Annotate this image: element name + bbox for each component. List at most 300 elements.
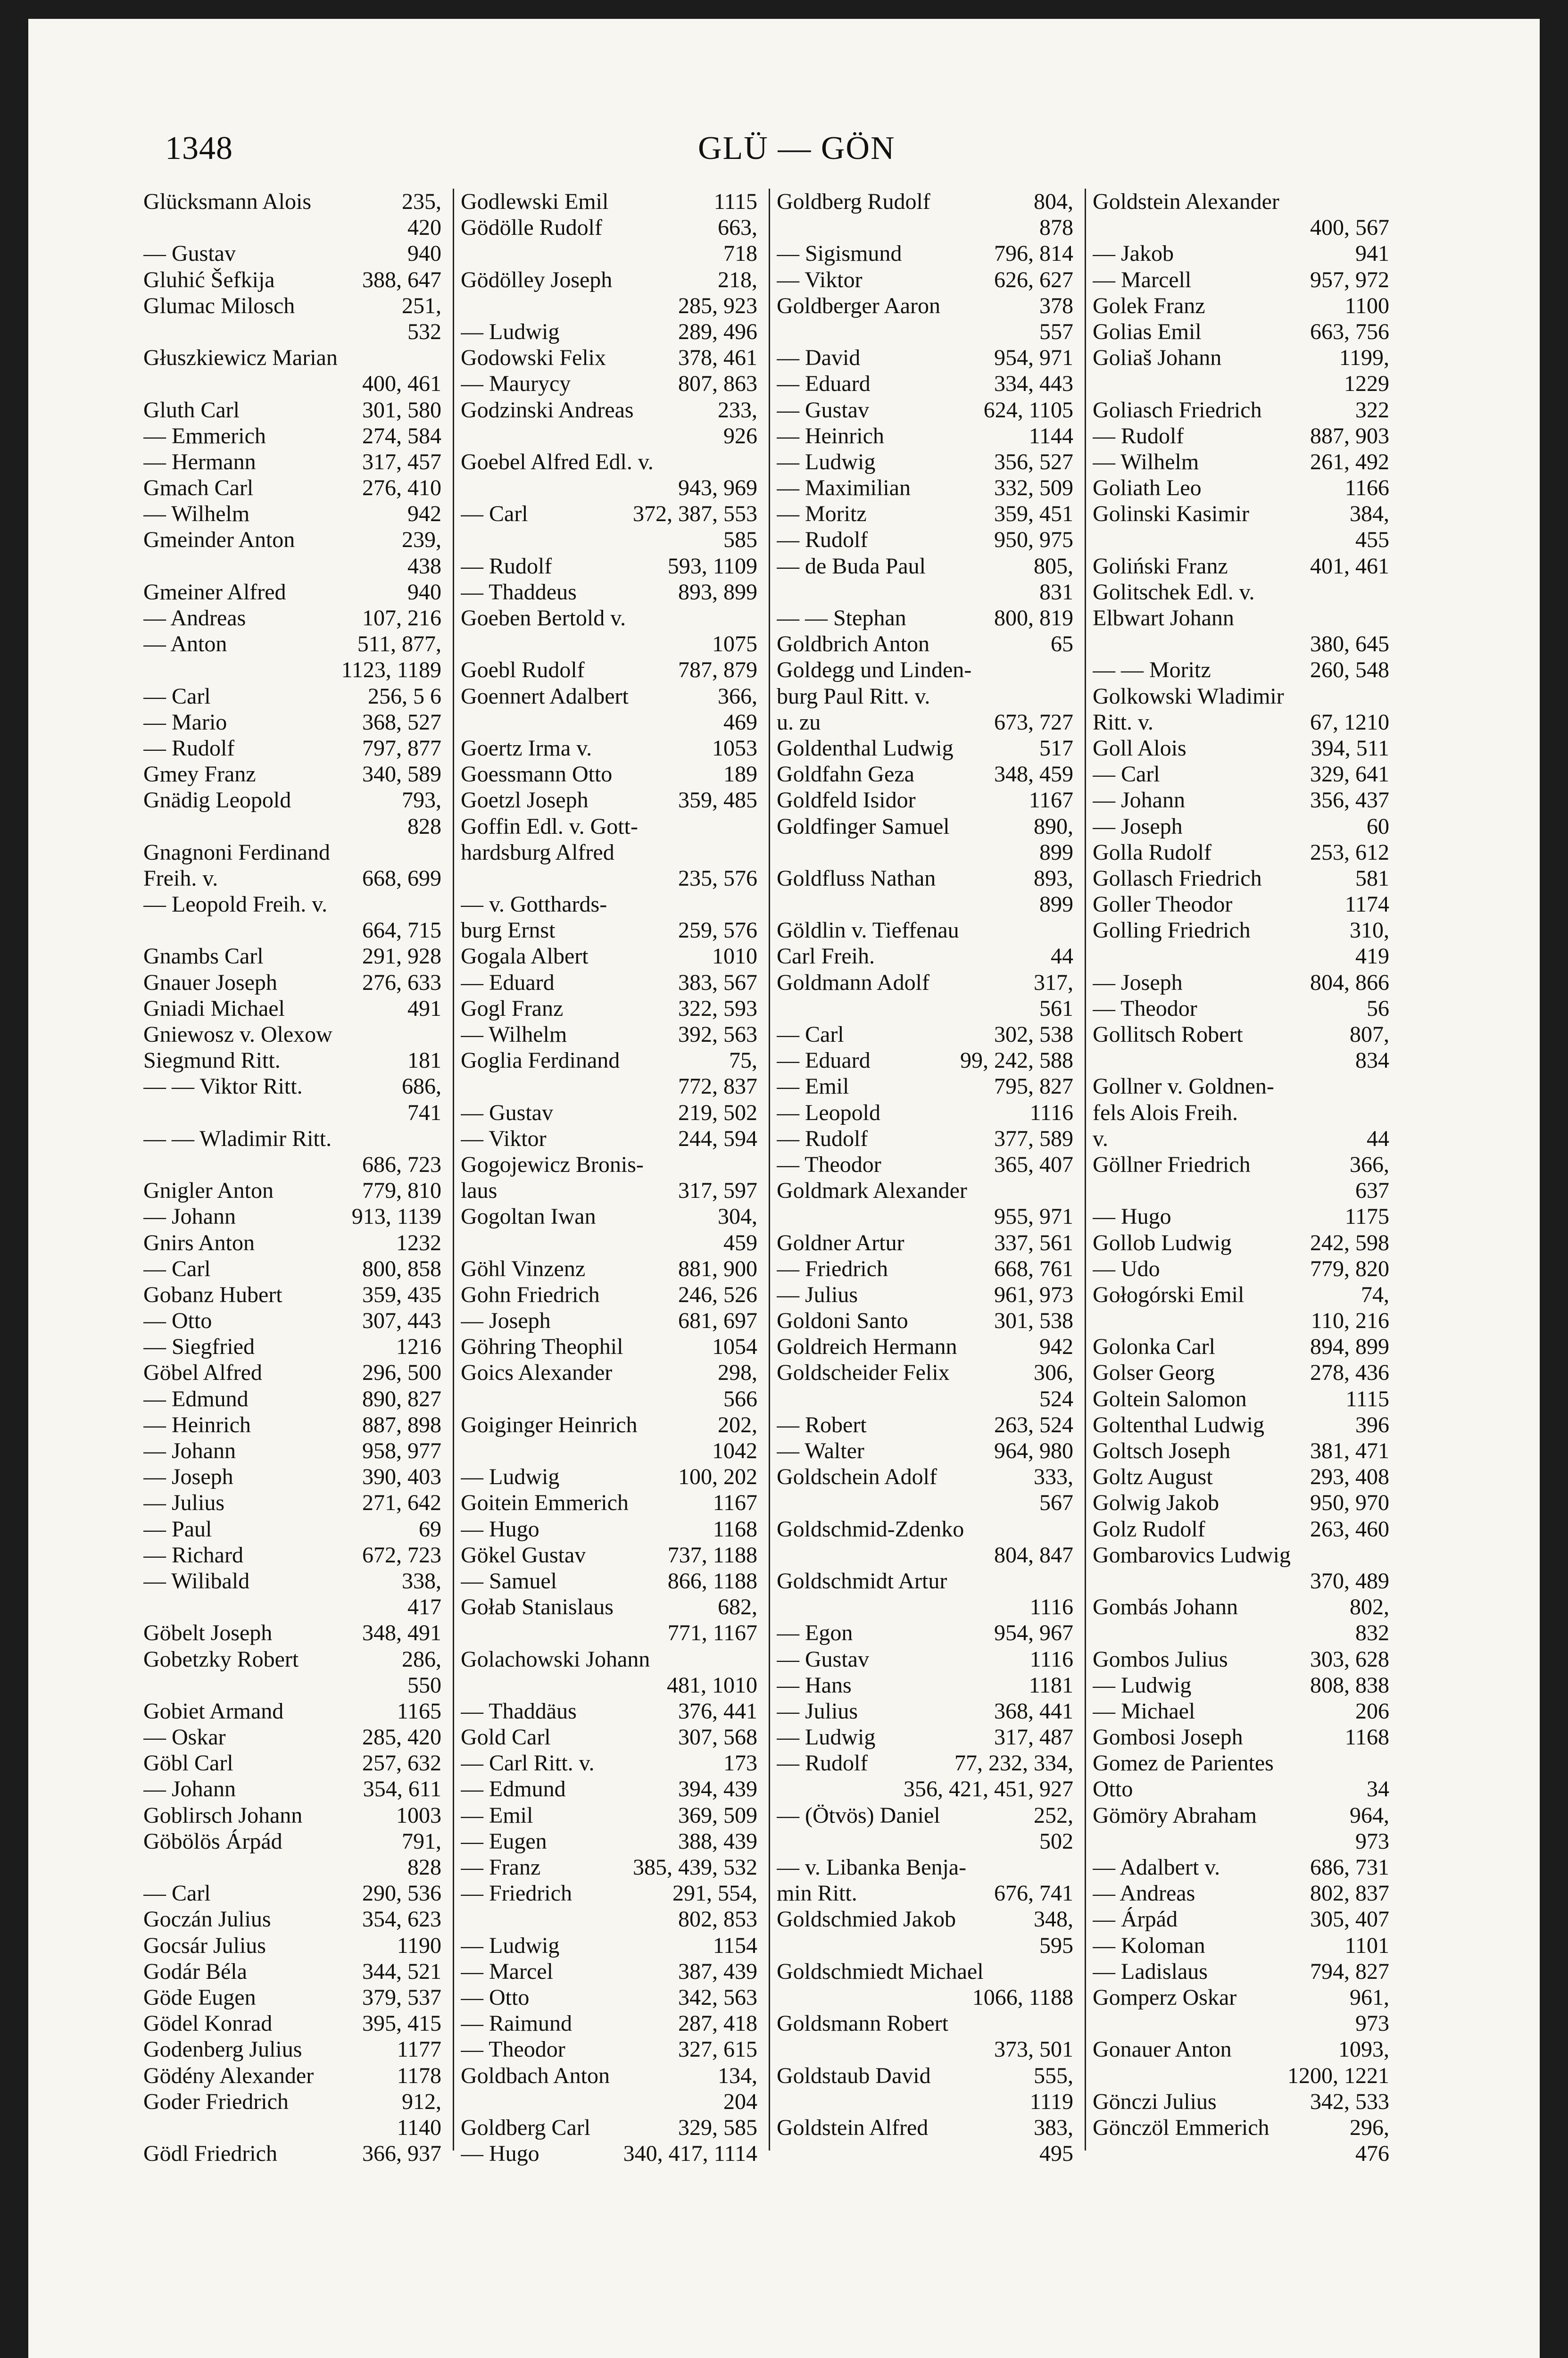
index-entry	[1093, 1334, 1389, 1360]
index-entry	[777, 553, 1073, 579]
entry-page-refs: 881, 900	[678, 1256, 757, 1281]
index-entry	[777, 814, 1073, 839]
entry-page-refs: 366,	[718, 683, 757, 709]
entry-name: Gogoltan Iwan	[461, 1204, 596, 1229]
entry-name: Gombás Johann	[1093, 1594, 1238, 1620]
entry-page-refs: 682,	[718, 1594, 757, 1620]
entry-page-refs: 1053	[712, 735, 757, 761]
index-entry	[143, 1126, 441, 1152]
entry-name: — Sigismund	[777, 241, 902, 266]
entry-name: — Paul	[143, 1516, 212, 1542]
entry-name: — Julius	[777, 1282, 858, 1307]
entry-page-refs: 673, 727	[994, 709, 1073, 735]
index-entry	[143, 1256, 441, 1282]
index-entry	[777, 943, 1073, 969]
entry-name: Goldschmid-Zdenko	[777, 1516, 964, 1542]
entry-page-refs: 202,	[718, 1412, 757, 1437]
entry-name: — Heinrich	[143, 1412, 251, 1437]
index-entry-continuation	[777, 1542, 1073, 1568]
entry-page-refs: 392, 563	[678, 1022, 757, 1047]
entry-page-refs: 1167	[713, 1490, 757, 1516]
entry-name: — Michael	[1093, 1698, 1195, 1724]
entry-page-refs: 832	[1355, 1620, 1389, 1646]
entry-page-refs: 912,	[402, 2089, 441, 2114]
index-entry	[777, 2010, 1073, 2036]
entry-page-refs	[753, 814, 757, 839]
entry-name: Goldenthal Ludwig	[777, 735, 954, 761]
index-entry-continuation	[1093, 1828, 1389, 1854]
index-entry	[1093, 1724, 1389, 1750]
entry-name: — Andreas	[143, 606, 246, 631]
entry-page-refs	[1069, 2010, 1073, 2036]
entry-name: Gödölle Rudolf	[461, 215, 602, 241]
index-entry	[143, 865, 441, 891]
entry-page-refs	[1069, 1516, 1073, 1542]
entry-page-refs: 359, 485	[678, 788, 757, 813]
index-entry	[1093, 839, 1389, 865]
entry-name: Goebl Rudolf	[461, 657, 585, 683]
index-entry	[461, 1802, 757, 1828]
index-entry	[461, 1594, 757, 1620]
entry-page-refs: 663, 756	[1310, 319, 1389, 344]
entry-page-refs: 943, 969	[678, 475, 757, 501]
index-entry	[143, 1178, 441, 1204]
entry-name: Golachowski Johann	[461, 1646, 650, 1672]
index-entry	[777, 449, 1073, 475]
index-column-2	[453, 189, 764, 2167]
entry-page-refs: 296, 500	[362, 1360, 441, 1386]
entry-name: — Robert	[777, 1412, 867, 1437]
entry-name: Goldschmiedt Michael	[777, 1959, 984, 1984]
entry-name: Gombos Julius	[1093, 1646, 1228, 1672]
entry-page-refs: 802, 837	[1310, 1881, 1389, 1906]
index-entry	[143, 1334, 441, 1360]
index-entry	[461, 2010, 757, 2036]
index-entry	[1093, 1594, 1389, 1620]
index-entry-continuation	[777, 579, 1073, 605]
entry-page-refs: 338,	[402, 1568, 441, 1594]
entry-page-refs: 388, 647	[362, 267, 441, 292]
index-entry-continuation	[143, 215, 441, 241]
entry-page-refs: 1115	[713, 189, 757, 214]
entry-page-refs: 779, 810	[362, 1178, 441, 1204]
entry-page-refs: 1042	[712, 1438, 757, 1463]
entry-page-refs: 797, 877	[362, 735, 441, 761]
entry-name: Goblirsch Johann	[143, 1802, 303, 1828]
entry-page-refs: 285, 420	[362, 1725, 441, 1750]
entry-page-refs: 808, 838	[1310, 1672, 1389, 1698]
entry-page-refs: 807, 863	[678, 371, 757, 397]
entry-page-refs: 401, 461	[1310, 553, 1389, 579]
entry-name: — Maximilian	[777, 475, 911, 501]
entry-name: — Thaddeus	[461, 579, 577, 605]
index-entry-continuation	[461, 709, 757, 735]
entry-name: burg Paul Ritt. v.	[777, 683, 930, 709]
entry-page-refs: 74,	[1361, 1282, 1389, 1307]
index-entry	[143, 1568, 441, 1594]
entry-page-refs: 1116	[1029, 1100, 1073, 1125]
entry-page-refs: 532	[407, 319, 441, 344]
entry-name: Gniewosz v. Olexow	[143, 1022, 332, 1047]
index-entry	[143, 1490, 441, 1516]
index-entry-continuation	[1093, 527, 1389, 553]
entry-page-refs: 502	[1039, 1828, 1073, 1854]
index-entry	[777, 1230, 1073, 1256]
entry-page-refs: 831	[1039, 579, 1073, 605]
index-entry	[143, 241, 441, 266]
entry-name: — Hans	[777, 1672, 852, 1698]
index-entry	[143, 1828, 441, 1854]
index-entry	[777, 1126, 1073, 1152]
index-entry	[777, 787, 1073, 813]
entry-page-refs: 285, 923	[678, 293, 757, 318]
entry-page-refs	[1069, 683, 1073, 709]
entry-page-refs: 459	[723, 1230, 757, 1255]
index-entry	[461, 735, 757, 761]
entry-page-refs: 291, 928	[362, 944, 441, 969]
entry-name: — Hugo	[461, 2141, 539, 2167]
index-entry	[143, 735, 441, 761]
entry-name: Goldberg Carl	[461, 2115, 591, 2140]
index-entry	[461, 1724, 757, 1750]
index-entry	[461, 1256, 757, 1282]
entry-page-refs: 372, 387, 553	[633, 501, 757, 527]
index-entry-continuation	[777, 215, 1073, 241]
entry-page-refs	[1385, 579, 1389, 605]
entry-page-refs: 302, 538	[994, 1022, 1073, 1047]
entry-page-refs: 394, 439	[678, 1777, 757, 1802]
index-entry	[143, 2089, 441, 2115]
entry-page-refs: 383, 567	[678, 970, 757, 995]
entry-page-refs: 290, 536	[362, 1881, 441, 1906]
entry-page-refs: 379, 537	[362, 1984, 441, 2010]
index-entry	[461, 1126, 757, 1152]
entry-name: — Rudolf	[1093, 423, 1184, 448]
entry-name: Gogala Albert	[461, 944, 589, 969]
entry-page-refs: 950, 975	[994, 527, 1073, 553]
entry-page-refs: 964,	[1350, 1802, 1389, 1828]
entry-name: Göbölös Árpád	[143, 1828, 282, 1854]
entry-page-refs: 301, 538	[994, 1308, 1073, 1334]
index-entry-continuation	[143, 1152, 441, 1178]
entry-name: — Mario	[143, 709, 227, 735]
index-entry	[1093, 1256, 1389, 1282]
entry-page-refs: 329, 641	[1310, 762, 1389, 787]
entry-page-refs: 276, 410	[362, 475, 441, 501]
index-entry	[143, 1620, 441, 1646]
index-entry-continuation	[461, 1620, 757, 1646]
entry-page-refs: 1115	[1345, 1386, 1389, 1411]
entry-name: — Viktor	[777, 267, 863, 292]
entry-name: — Carl	[461, 501, 528, 527]
entry-page-refs: 365, 407	[994, 1152, 1073, 1177]
entry-name: — Wilhelm	[143, 501, 250, 527]
entry-page-refs: 941	[1355, 241, 1389, 266]
index-entry	[1093, 1386, 1389, 1412]
index-entry	[1093, 2115, 1389, 2141]
index-entry	[1093, 1204, 1389, 1229]
entry-name: — Viktor	[461, 1126, 547, 1151]
entry-name: Goltsch Joseph	[1093, 1438, 1230, 1463]
entry-name: — Theodor	[777, 1152, 881, 1177]
entry-name: Goldmann Adolf	[777, 970, 929, 995]
entry-name: — Joseph	[461, 1308, 551, 1334]
entry-page-refs: 356, 421, 451, 927	[904, 1777, 1073, 1802]
entry-page-refs: 491	[407, 996, 441, 1021]
entry-page-refs: 253, 612	[1310, 839, 1389, 865]
index-entry-continuation	[777, 1386, 1073, 1412]
entry-name: Göbl Carl	[143, 1751, 233, 1776]
entry-name: Goetzl Joseph	[461, 788, 589, 813]
entry-name: — Rudolf	[777, 1751, 868, 1776]
entry-page-refs: 44	[1367, 1126, 1389, 1151]
entry-name: Gobanz Hubert	[143, 1282, 282, 1307]
entry-name: Gmey Franz	[143, 762, 256, 787]
entry-name: Gökel Gustav	[461, 1542, 586, 1568]
index-entry	[777, 1308, 1073, 1334]
entry-name: Gogl Franz	[461, 996, 564, 1021]
index-entry	[1093, 1516, 1389, 1542]
entry-page-refs: 1199,	[1339, 345, 1389, 371]
index-entry	[461, 1308, 757, 1334]
index-entry-continuation	[1093, 2010, 1389, 2036]
entry-page-refs: 307, 568	[678, 1725, 757, 1750]
entry-name: Golias Emil	[1093, 319, 1202, 344]
entry-name: Goitein Emmerich	[461, 1490, 629, 1516]
index-entry	[143, 1073, 441, 1099]
entry-page-refs: 278, 436	[1310, 1360, 1389, 1386]
entry-page-refs: 244, 594	[678, 1126, 757, 1151]
index-entry	[777, 1724, 1073, 1750]
entry-page-refs: 359, 435	[362, 1282, 441, 1307]
index-entry	[461, 1021, 757, 1047]
index-entry	[461, 891, 757, 917]
index-entry	[1093, 1802, 1389, 1828]
entry-name: — Gustav	[143, 241, 236, 266]
index-entry	[461, 814, 757, 839]
entry-page-refs: 585	[723, 527, 757, 553]
entry-name: Goldner Artur	[777, 1230, 904, 1255]
entry-page-refs: 239,	[402, 527, 441, 553]
entry-name: Głuszkiewicz Marian	[143, 345, 338, 371]
index-entry	[461, 449, 757, 475]
index-column-4	[1085, 189, 1396, 2167]
entry-page-refs: 828	[407, 1855, 441, 1880]
entry-page-refs	[437, 839, 441, 865]
entry-name: Gnagnoni Ferdinand	[143, 839, 330, 865]
entry-name: — Heinrich	[777, 423, 884, 448]
entry-page-refs: 235, 576	[678, 865, 757, 891]
entry-name: — Carl	[143, 683, 211, 709]
entry-page-refs: 327, 615	[678, 2037, 757, 2062]
entry-page-refs	[753, 449, 757, 475]
entry-name: v.	[1093, 1126, 1108, 1151]
index-entry	[777, 865, 1073, 891]
index-column-1	[137, 189, 448, 2167]
entry-page-refs: 378	[1039, 293, 1073, 318]
entry-page-refs: 342, 563	[678, 1984, 757, 2010]
entry-name: Goldmark Alexander	[777, 1178, 967, 1204]
entry-name: — Egon	[777, 1620, 853, 1646]
entry-page-refs: 332, 509	[994, 475, 1073, 501]
entry-page-refs: 305, 407	[1310, 1907, 1389, 1932]
entry-name: — (Ötvös) Daniel	[777, 1802, 940, 1828]
entry-name: Gonauer Anton	[1093, 2037, 1232, 2062]
entry-page-refs: 56	[1367, 996, 1389, 1021]
entry-name: — — Stephan	[777, 606, 906, 631]
entry-name: min Ritt.	[777, 1881, 857, 1906]
entry-name: Gollner v. Goldnen-	[1093, 1074, 1274, 1099]
index-entry	[1093, 1152, 1389, 1178]
entry-name: — Moritz	[777, 501, 867, 527]
index-entry	[1093, 1100, 1389, 1126]
index-entry	[777, 1516, 1073, 1542]
entry-page-refs: 317, 597	[678, 1178, 757, 1204]
entry-name: — Richard	[143, 1542, 243, 1568]
entry-page-refs: 261, 492	[1310, 449, 1389, 474]
entry-name: Goldschmied Jakob	[777, 1907, 956, 1932]
entry-page-refs: 1216	[396, 1334, 441, 1360]
entry-name: Gluhić Šefkija	[143, 267, 275, 292]
index-entry	[143, 1282, 441, 1308]
index-entry-continuation	[1093, 215, 1389, 241]
entry-page-refs: 420	[407, 215, 441, 241]
index-entry	[143, 943, 441, 969]
entry-page-refs: 370, 489	[1310, 1568, 1389, 1594]
index-entry-continuation	[1093, 943, 1389, 969]
entry-page-refs: 511, 877,	[357, 631, 441, 657]
index-entry-continuation	[461, 865, 757, 891]
entry-page-refs: 961,	[1350, 1984, 1389, 2010]
entry-page-refs: 1165	[397, 1698, 441, 1724]
index-entry	[777, 2063, 1073, 2089]
index-entry	[1093, 293, 1389, 319]
entry-page-refs: 263, 524	[994, 1412, 1073, 1437]
entry-page-refs: 795, 827	[994, 1074, 1073, 1099]
index-entry	[1093, 761, 1389, 787]
entry-page-refs: 317,	[1034, 970, 1073, 995]
index-entry	[143, 1021, 441, 1047]
index-entry	[1093, 241, 1389, 266]
entry-name: — Otto	[461, 1984, 530, 2010]
entry-page-refs: 387, 439	[678, 1959, 757, 1984]
entry-page-refs: 293, 408	[1310, 1464, 1389, 1490]
entry-page-refs: 317, 457	[362, 449, 441, 474]
entry-page-refs: 303, 628	[1310, 1646, 1389, 1672]
entry-page-refs: 668, 761	[994, 1256, 1073, 1281]
index-entry	[143, 631, 441, 657]
entry-name: — Eugen	[461, 1828, 547, 1854]
entry-name: Goldschein Adolf	[777, 1464, 937, 1490]
index-entry	[777, 1672, 1073, 1698]
index-entry	[461, 943, 757, 969]
index-entry	[1093, 1126, 1389, 1152]
entry-name: Göde Eugen	[143, 1984, 256, 2010]
entry-page-refs: 390, 403	[362, 1464, 441, 1490]
index-entry	[143, 891, 441, 917]
index-entry-continuation	[777, 1490, 1073, 1516]
entry-name: Godowski Felix	[461, 345, 606, 371]
entry-name: — Julius	[143, 1490, 225, 1516]
entry-page-refs: 334, 443	[994, 371, 1073, 397]
entry-name: Glumac Milosch	[143, 293, 295, 318]
entry-page-refs: 69	[419, 1516, 441, 1542]
entry-name: — Carl	[143, 1881, 211, 1906]
entry-page-refs: 800, 819	[994, 606, 1073, 631]
index-entry-continuation	[143, 371, 441, 397]
index-entry	[777, 683, 1073, 709]
entry-page-refs: 940	[407, 579, 441, 605]
entry-name: Göhl Vinzenz	[461, 1256, 586, 1281]
index-entry	[777, 267, 1073, 293]
index-entry	[777, 397, 1073, 423]
entry-page-refs: 913, 1139	[351, 1204, 441, 1229]
entry-name: — Eduard	[461, 970, 555, 995]
entry-name: Gniadi Michael	[143, 996, 285, 1021]
index-entry	[1093, 1906, 1389, 1932]
entry-page-refs: 866, 1188	[667, 1568, 757, 1594]
entry-name: Goliath Leo	[1093, 475, 1202, 501]
index-entry	[777, 1256, 1073, 1282]
entry-name: Goldstaub David	[777, 2063, 931, 2088]
entry-page-refs: 263, 460	[1310, 1516, 1389, 1542]
entry-page-refs: 581	[1355, 865, 1389, 891]
entry-page-refs: 555,	[1034, 2063, 1073, 2088]
entry-page-refs: 567	[1039, 1490, 1073, 1516]
entry-name: — Ludwig	[1093, 1672, 1192, 1698]
entry-page-refs: 802,	[1350, 1594, 1389, 1620]
index-entry	[143, 2141, 441, 2167]
entry-page-refs: 75,	[729, 1048, 757, 1073]
entry-page-refs: 800, 858	[362, 1256, 441, 1281]
entry-page-refs: 686, 731	[1310, 1855, 1389, 1880]
entry-name: — Friedrich	[461, 1881, 572, 1906]
entry-page-refs: 296,	[1350, 2115, 1389, 2140]
entry-page-refs: 385, 439, 532	[633, 1855, 757, 1880]
index-entry	[461, 1959, 757, 1984]
index-entry	[461, 1933, 757, 1959]
entry-name: Gnirs Anton	[143, 1230, 255, 1255]
index-entry	[143, 345, 441, 371]
entry-page-refs: 189	[723, 762, 757, 787]
index-entry	[461, 2115, 757, 2141]
entry-page-refs: 1166	[1344, 475, 1389, 501]
entry-name: — Theodor	[461, 2037, 565, 2062]
entry-page-refs: 233,	[718, 397, 757, 423]
index-entry	[1093, 1933, 1389, 1959]
entry-page-refs: 807,	[1350, 1022, 1389, 1047]
entry-name: Goldberg Rudolf	[777, 189, 930, 214]
index-entry-continuation	[1093, 1308, 1389, 1334]
entry-page-refs: 1200, 1221	[1287, 2063, 1389, 2088]
entry-page-refs: 395, 415	[362, 2011, 441, 2036]
index-entry-continuation	[777, 891, 1073, 917]
entry-name: Gombarovics Ludwig	[1093, 1542, 1291, 1568]
entry-page-refs: 804, 866	[1310, 970, 1389, 995]
index-entry	[143, 970, 441, 996]
entry-name: — Ladislaus	[1093, 1959, 1208, 1984]
entry-name: Goiginger Heinrich	[461, 1412, 638, 1437]
index-entry	[1093, 1984, 1389, 2010]
entry-name: — Eduard	[777, 371, 871, 397]
entry-page-refs: 1116	[1029, 1646, 1073, 1672]
index-entry	[777, 1100, 1073, 1126]
entry-page-refs: 383,	[1034, 2115, 1073, 2140]
index-entry	[461, 1568, 757, 1594]
index-entry	[1093, 1698, 1389, 1724]
entry-page-refs: 67, 1210	[1310, 709, 1389, 735]
index-entry	[1093, 2089, 1389, 2115]
